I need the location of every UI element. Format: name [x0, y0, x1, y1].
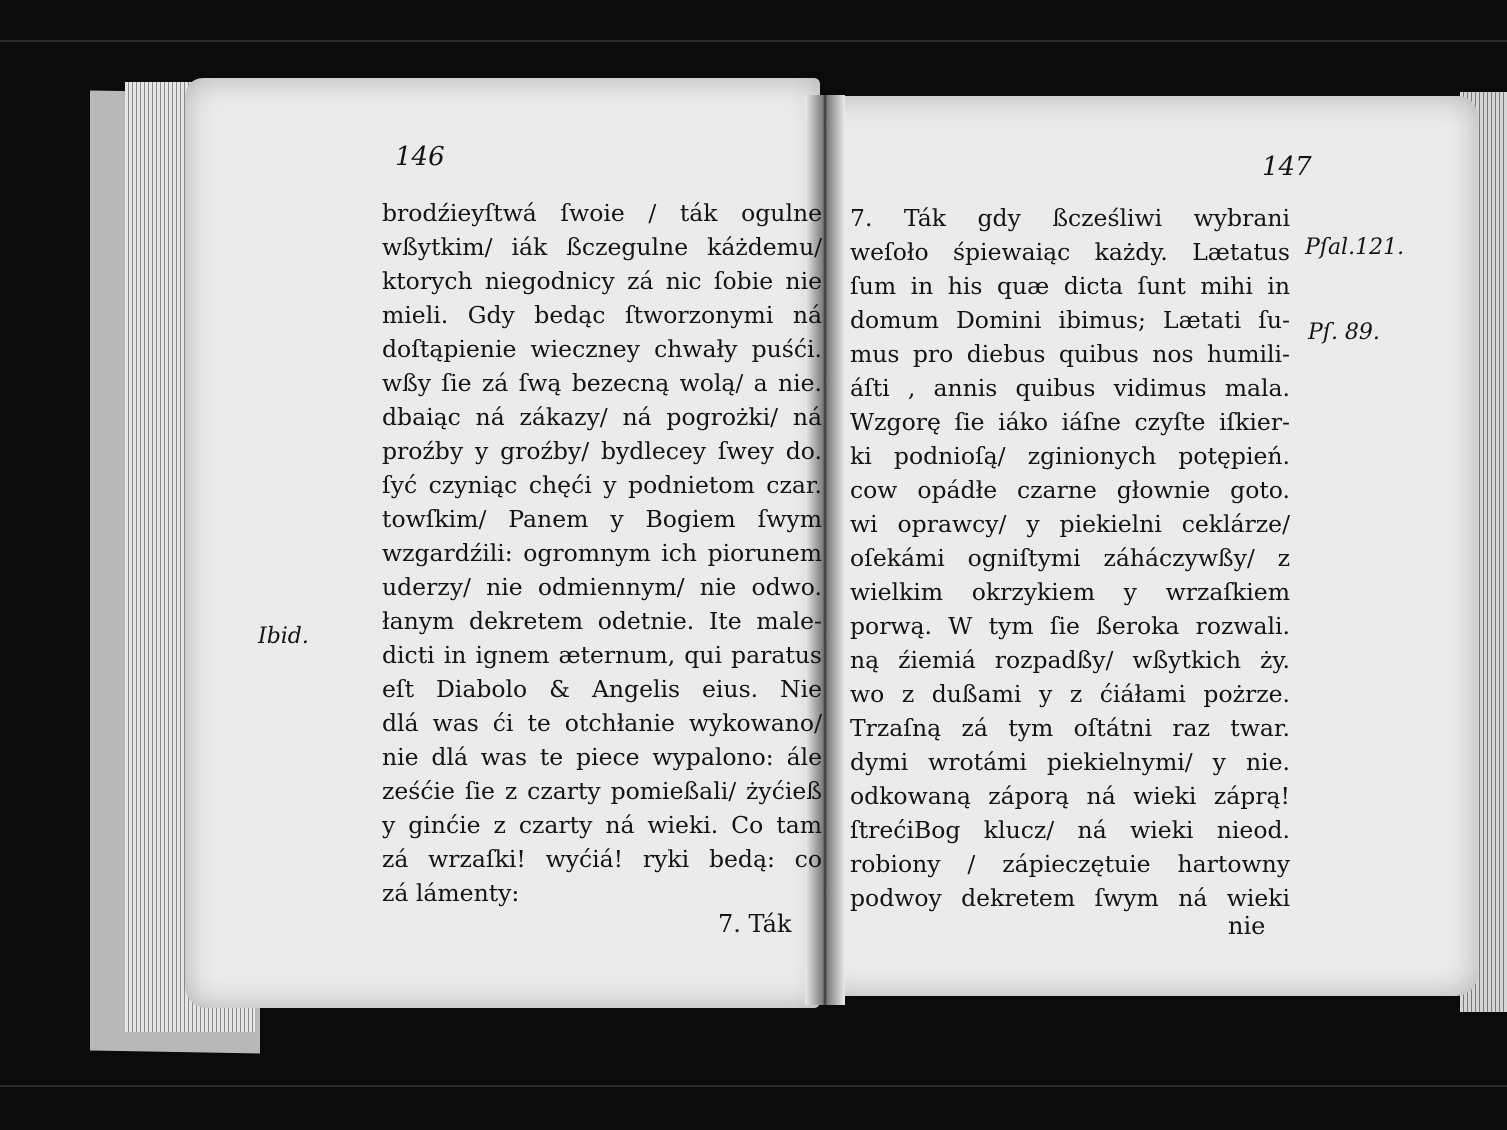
text-line: ſyć czyniąc chęći y podnietom czar.	[382, 471, 822, 499]
margin-note-psalm-89: Pſ. 89.	[1308, 320, 1380, 345]
text-line: wi oprawcy/ y piekielni ceklárze/	[850, 510, 1290, 538]
text-line: proźby y groźby/ bydlecey ſwey do.	[382, 437, 822, 465]
text-line: ſtrećiBog klucz/ ná wieki nieod.	[850, 816, 1290, 844]
text-line: wzgardźili: ogromnym ich piorunem	[382, 539, 822, 567]
text-line: ktorych niegodnicy zá nic ſobie nie	[382, 267, 822, 295]
text-line: dicti in ignem æternum, qui paratus	[382, 641, 822, 669]
text-line: ześćie ſie z czarty pomießali/ żyćieß	[382, 777, 822, 805]
text-line: porwą. W tym ſie ßeroka rozwali.	[850, 612, 1290, 640]
text-line: towſkim/ Panem y Bogiem ſwym	[382, 505, 822, 533]
text-line: uderzy/ nie odmiennym/ nie odwo.	[382, 573, 822, 601]
text-line: ſum in his quæ dicta ſunt mihi in	[850, 272, 1290, 300]
text-line: wßytkim/ iák ßczegulne káżdemu/	[382, 233, 822, 261]
text-line: eſt Diabolo & Angelis eius. Nie	[382, 675, 822, 703]
catchword-left: 7. Ták	[718, 910, 792, 938]
text-line: wielkim okrzykiem y wrzaſkiem	[850, 578, 1290, 606]
text-line: zá lámenty:	[382, 879, 520, 907]
text-line: oſekámi ogniſtymi záháczywßy/ z	[850, 544, 1290, 572]
text-line: mus pro diebus quibus nos humili-	[850, 340, 1290, 368]
text-line: podwoy dekretem ſwym ná wieki	[850, 884, 1290, 912]
text-line: dymi wrotámi piekielnymi/ y nie.	[850, 748, 1290, 776]
catchword-right: nie	[1228, 912, 1266, 940]
text-line: y ginćie z czarty ná wieki. Co tam	[382, 811, 822, 839]
text-line: wo z dußami y z ćiáłami pożrze.	[850, 680, 1290, 708]
text-line: weſoło śpiewaiąc każdy. Lætatus	[850, 238, 1290, 266]
text-line: mieli. Gdy bedąc ſtworzonymi ná	[382, 301, 822, 329]
text-line: 7. Ták gdy ßcześliwi wybrani	[850, 204, 1290, 232]
text-line: łanym dekretem odetnie. Ite male-	[382, 607, 822, 635]
page-number-left: 146	[395, 142, 445, 172]
text-line: ki podnioſą/ zginionych potępień.	[850, 442, 1290, 470]
text-line: cow opádłe czarne głownie goto.	[850, 476, 1290, 504]
text-line: brodźieyſtwá ſwoie / ták ogulne	[382, 199, 822, 227]
text-line: wßy ſie zá ſwą bezecną wolą/ a nie.	[382, 369, 822, 397]
text-line: dbaiąc ná zákazy/ ná pogrożki/ ná	[382, 403, 822, 431]
text-line: Wzgorę ſie iáko iáſne czyſte iſkier-	[850, 408, 1290, 436]
page-number-right: 147	[1262, 152, 1312, 182]
text-line: áſti , annis quibus vidimus mala.	[850, 374, 1290, 402]
text-line: odkowaną záporą ná wieki záprą!	[850, 782, 1290, 810]
text-line: zá wrzaſki! wyćiá! ryki bedą: co	[382, 845, 822, 873]
text-line: dlá was ći te otchłanie wykowano/	[382, 709, 822, 737]
margin-note-psalm-121: Pſal.121.	[1305, 235, 1405, 260]
text-line: nie dlá was te piece wypalono: ále	[382, 743, 822, 771]
text-line: ną źiemiá rozpadßy/ wßytkich ży.	[850, 646, 1290, 674]
text-line: robiony / zápieczętuie hartowny	[850, 850, 1290, 878]
margin-note-ibid: Ibid.	[258, 624, 309, 649]
text-line: Trzaſną zá tym oſtátni raz twar.	[850, 714, 1290, 742]
text-line: domum Domini ibimus; Lætati ſu-	[850, 306, 1290, 334]
text-line: doſtąpienie wieczney chwały puśći.	[382, 335, 822, 363]
